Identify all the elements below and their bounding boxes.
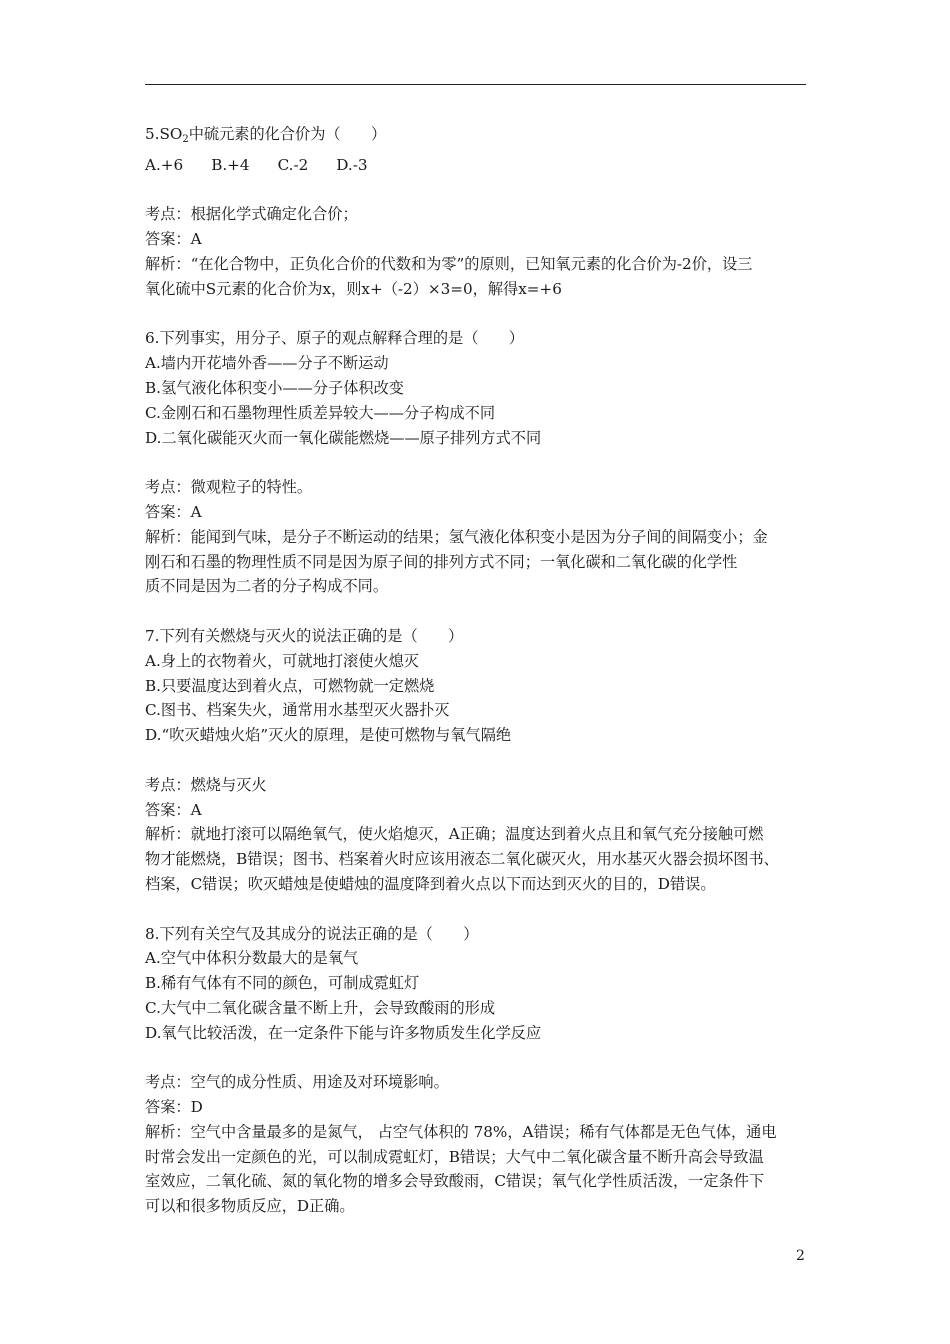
explanation-7: [145, 773, 825, 897]
option-b: B.+4: [211, 155, 250, 174]
question-8-option-a: A.空气中体积分数最大的是氧气: [145, 949, 359, 968]
question-5-options: [145, 153, 825, 178]
explanation-8: [145, 1070, 825, 1219]
question-6-stem: 6.下列事实，用分子、原子的观点解释合理的是（ ）: [145, 329, 524, 348]
answer-8: 答案：D: [145, 1098, 203, 1117]
question-7-stem: 7.下列有关燃烧与灭火的说法正确的是（ ）: [145, 626, 464, 645]
question-8-option-c: C.大气中二氧化碳含量不断上升，会导致酸雨的形成: [145, 998, 496, 1017]
analysis-8-line-3: 室效应，二氧化硫、氮的氧化物的增多会导致酸雨，C错误；氧气化学性质活泼，一定条件下: [145, 1172, 765, 1191]
analysis-7-line-2: 物才能燃烧，B错误；图书、档案着火时应该用液态二氧化碳灭火，用水基灭火器会损坏图书、: [145, 850, 779, 869]
question-8-option-d: D.氧气比较活泼，在一定条件下能与许多物质发生化学反应: [145, 1023, 542, 1042]
analysis-8-line-1: 解析：空气中含量最多的是氮气， 占空气体积的 78%，A错误；稀有气体都是无色气体，通电: [145, 1122, 777, 1141]
answer-6: 答案：A: [145, 502, 202, 521]
explanation-6: [145, 475, 825, 599]
question-7: [145, 624, 825, 748]
question-7-option-d: D.“吹灭蜡烛火焰”灭火的原理，是使可燃物与氧气隔绝: [145, 726, 512, 745]
analysis-5-line-1: 解析：“在化合物中，正负化合价的代数和为零”的原则，已知氧元素的化合价为-2价，设三: [145, 254, 753, 273]
question-6: [145, 326, 825, 450]
analysis-8-line-2: 时常会发出一定颜色的光，可以制成霓虹灯，B错误；大气中二氧化碳含量不断升高会导致温: [145, 1147, 764, 1166]
option-d: D.-3: [336, 155, 368, 174]
analysis-5-line-2: 氧化硫中S元素的化合价为x，则x+（-2）×3=0，解得x=+6: [145, 279, 562, 298]
question-8-stem: 8.下列有关空气及其成分的说法正确的是（ ）: [145, 924, 479, 943]
answer-7: 答案：A: [145, 800, 202, 819]
question-6-option-d: D.二氧化碳能灭火而一氧化碳能燃烧——原子排列方式不同: [145, 428, 542, 447]
analysis-8-line-4: 可以和很多物质反应，D正确。: [145, 1197, 355, 1216]
question-6-option-a: A.墙内开花墙外香——分子不断运动: [145, 354, 389, 373]
question-7-option-c: C.图书、档案失火，通常用水基型灭火器扑灭: [145, 701, 450, 720]
analysis-7-line-3: 档案，C错误；吹灭蜡烛是使蜡烛的温度降到着火点以下而达到灭火的目的，D错误。: [145, 874, 716, 893]
question-8: [145, 922, 825, 1046]
analysis-7-line-1: 解析：就地打滚可以隔绝氧气，使火焰熄灭，A正确；温度达到着火点且和氧气充分接触可燃: [145, 825, 764, 844]
header-rule: [145, 84, 806, 85]
page-number: 2: [796, 1248, 805, 1264]
kaodian-6: 考点：微观粒子的特性。: [145, 478, 313, 497]
answer-5: 答案：A: [145, 230, 202, 249]
question-5-stem: $5.SO_2$中硫元素的化合价为（ ）: [145, 125, 387, 145]
analysis-6-line-3: 质不同是因为二者的分子构成不同。: [145, 577, 388, 596]
analysis-6-line-2: 刚石和石墨的物理性质不同是因为原子间的排列方式不同；一氧化碳和二氧化碳的化学性: [145, 552, 738, 571]
question-8-option-b: B.稀有气体有不同的颜色，可制成霓虹灯: [145, 974, 420, 993]
question-7-option-b: B.只要温度达到着火点，可燃物就一定燃烧: [145, 676, 435, 695]
option-c: C.-2: [277, 155, 309, 174]
kaodian-8: 考点：空气的成分性质、用途及对环境影响。: [145, 1073, 449, 1092]
question-7-option-a: A.身上的衣物着火，可就地打滚使火熄灭: [145, 651, 419, 670]
question-5: [145, 122, 825, 178]
document-body: [145, 122, 825, 1219]
explanation-5: [145, 202, 825, 301]
kaodian-7: 考点：燃烧与灭火: [145, 775, 267, 794]
question-6-option-b: B.氢气液化体积变小——分子体积改变: [145, 378, 404, 397]
analysis-6-line-1: 解析：能闻到气味，是分子不断运动的结果；氢气液化体积变小是因为分子间的间隔变小；金: [145, 527, 768, 546]
question-6-option-c: C.金刚石和石墨物理性质差异较大——分子构成不同: [145, 403, 496, 422]
option-a: A.+6: [145, 155, 184, 174]
kaodian-5: 考点：根据化学式确定化合价；: [145, 205, 358, 224]
